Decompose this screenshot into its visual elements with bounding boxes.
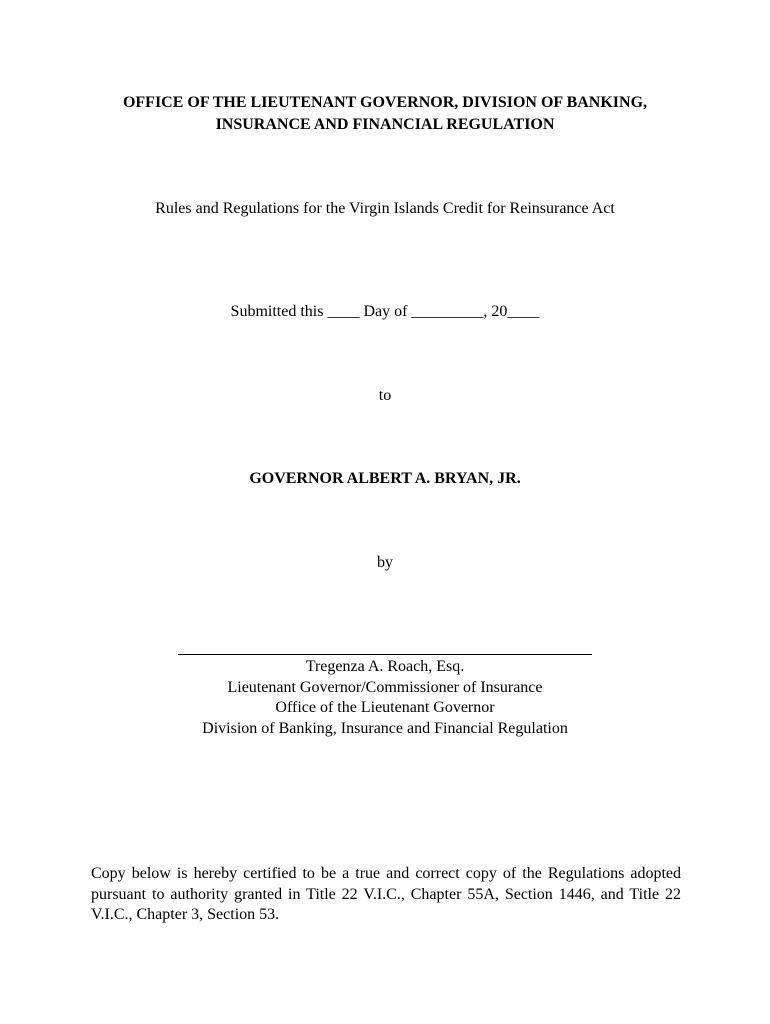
document-subtitle: Rules and Regulations for the Virgin Islands Credit for Reinsurance Act <box>155 200 615 217</box>
certification-paragraph: Copy below is hereby certified to be a true and correct copy of the Regulations adopted pursuant to authority granted in Title 22 V.I.C., Chapter 55A, Section 1446, and Title 22 V.I.C., Chapter 3, Section 53. <box>91 865 681 923</box>
signature-block <box>0 638 770 739</box>
signatory-division: Division of Banking, Insurance and Financial Regulation <box>202 719 568 737</box>
signatory-office: Office of the Lieutenant Governor <box>275 699 495 716</box>
to-text: to <box>378 387 392 404</box>
heading-line-2: INSURANCE AND FINANCIAL REGULATION <box>215 116 555 133</box>
submitted-date-line: Submitted this ____ Day of _________, 20____ <box>230 303 540 320</box>
signatory-title: Lieutenant Governor/Commissioner of Insurance <box>227 678 543 696</box>
signature-line <box>178 654 592 655</box>
document-heading <box>0 92 770 136</box>
by-text: by <box>377 554 393 571</box>
recipient-name: GOVERNOR ALBERT A. BRYAN, JR. <box>249 470 521 487</box>
signatory-name: Tregenza A. Roach, Esq. <box>305 658 465 675</box>
heading-line-1: OFFICE OF THE LIEUTENANT GOVERNOR, DIVISION OF BANKING, <box>122 94 648 111</box>
